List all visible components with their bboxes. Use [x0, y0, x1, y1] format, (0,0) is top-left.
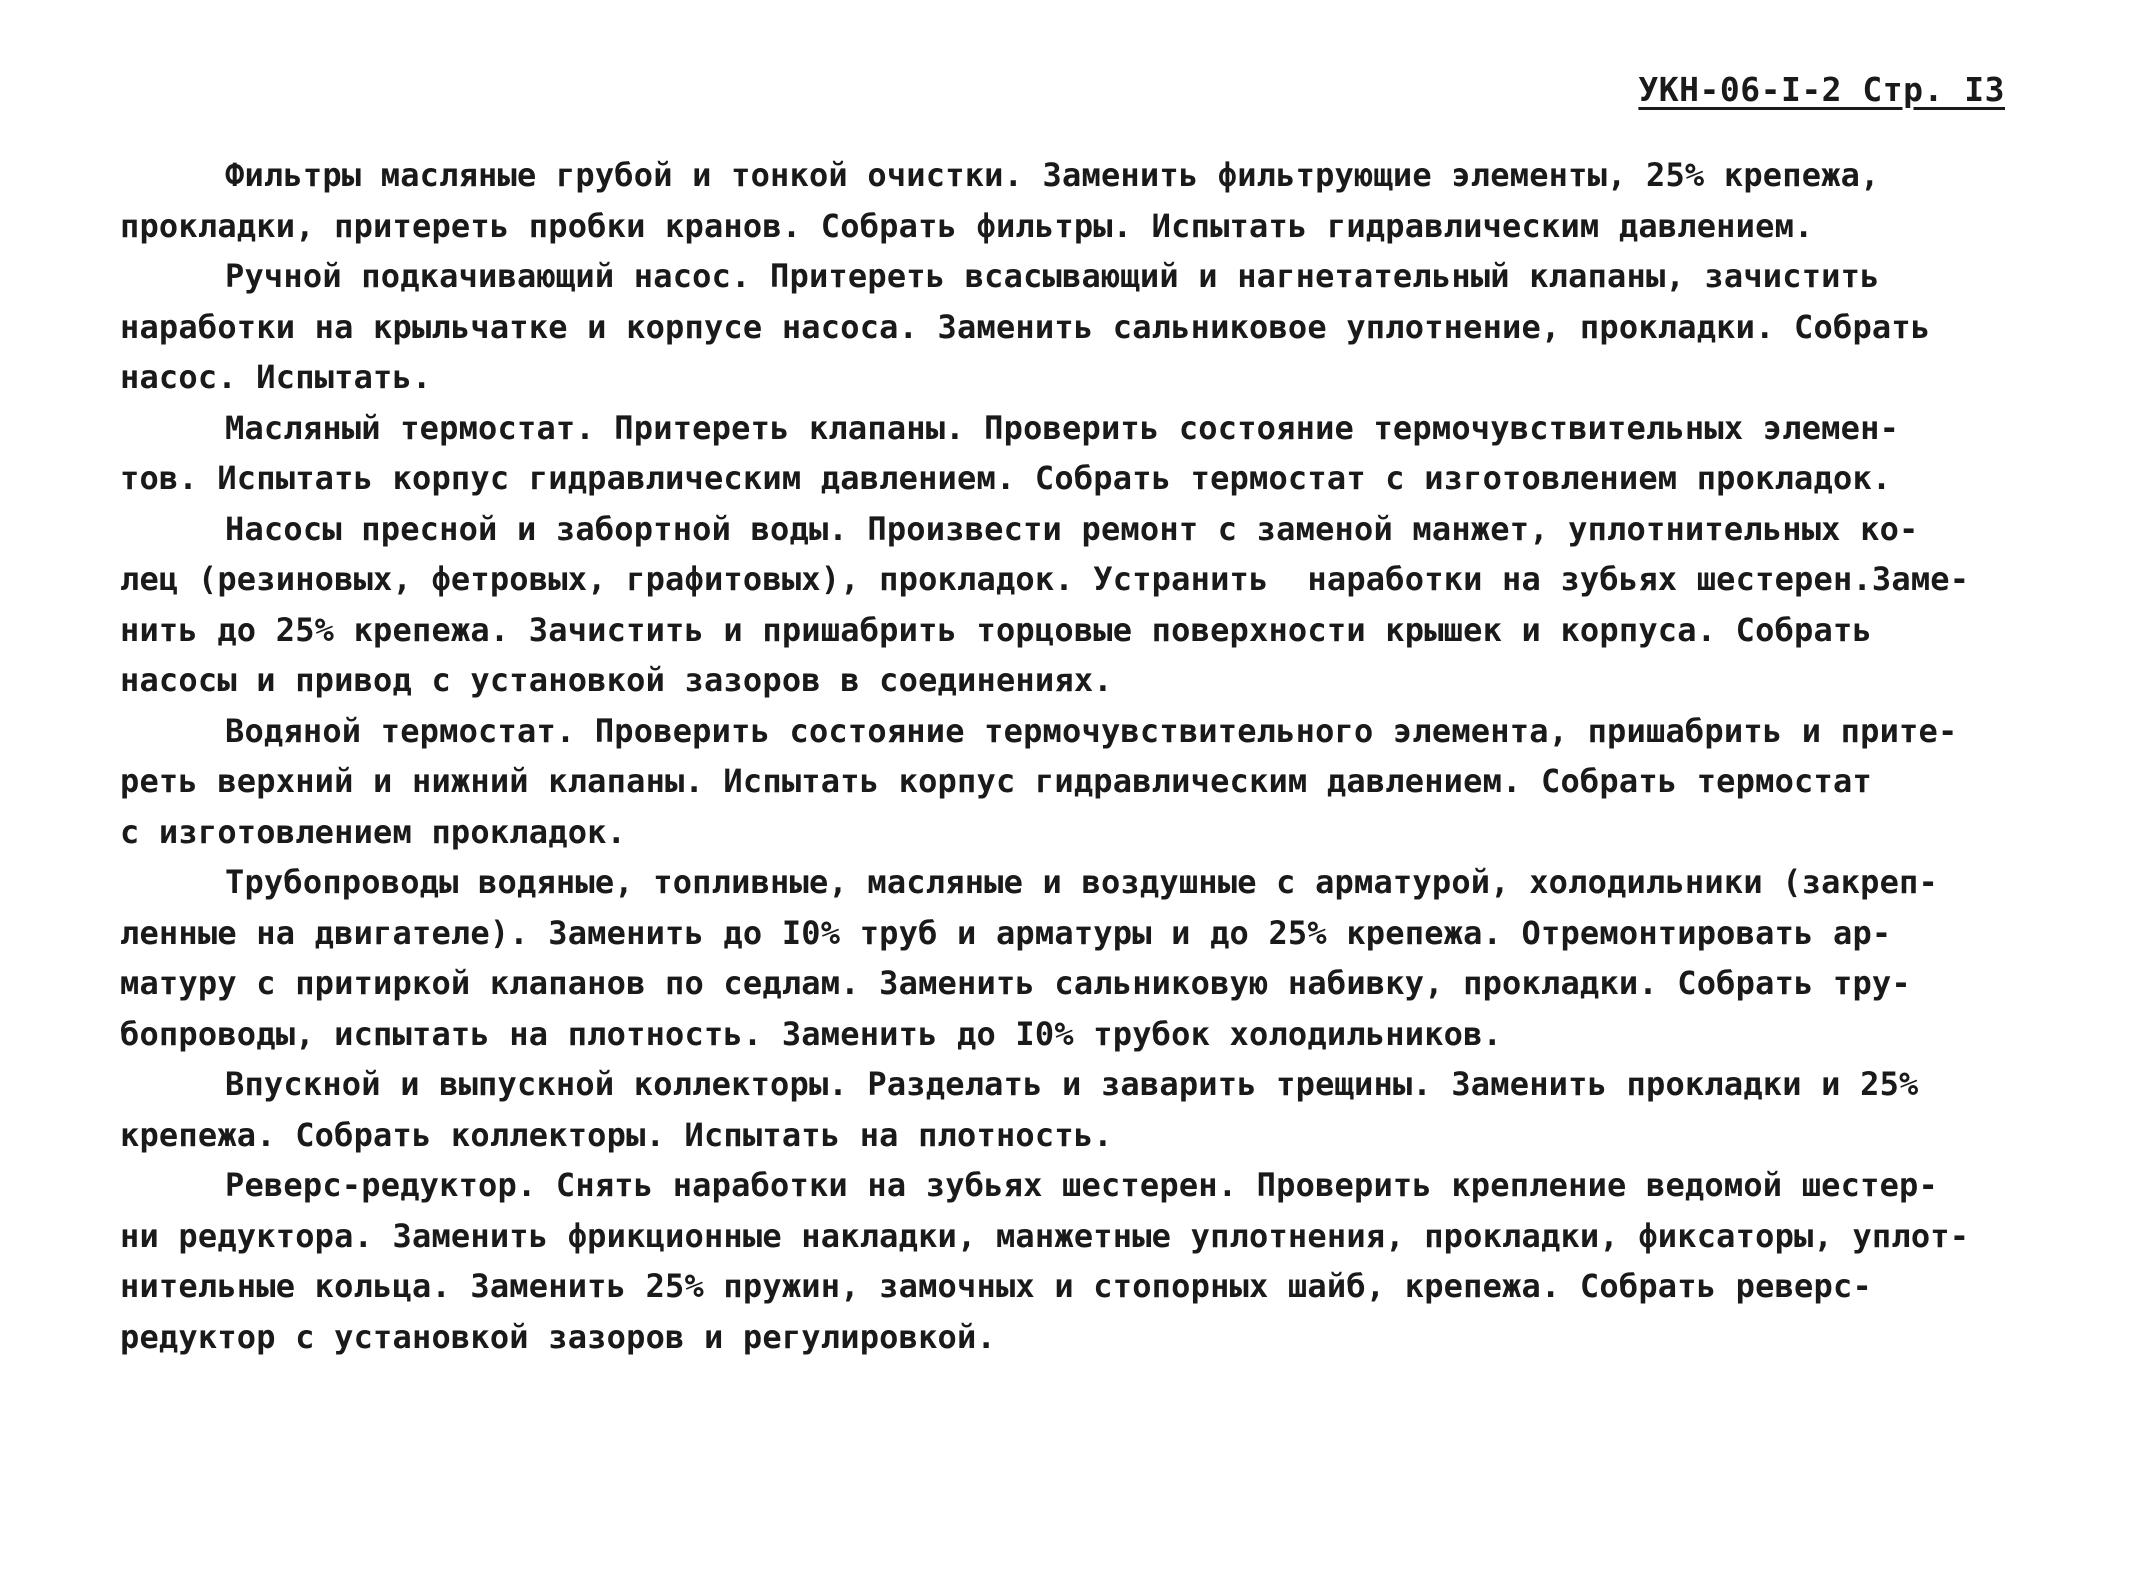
text-line: реть верхний и нижний клапаны. Испытать корпус гидравлическим давлением. Собрать термостат	[120, 762, 1872, 800]
text-line: насос. Испытать.	[120, 358, 432, 396]
text-line: нительные кольца. Заменить 25% пружин, замочных и стопорных шайб, крепежа. Собрать реверс-	[120, 1267, 1872, 1305]
text-line: ленные на двигателе). Заменить до I0% труб и арматуры и до 25% крепежа. Отремонтировать ар-	[120, 913, 1892, 952]
text-line: Трубопроводы водяные, топливные, масляные и воздушные с арматурой, холодильники (закреп-	[225, 863, 1938, 901]
text-line: редуктор с установкой зазоров и регулировкой.	[120, 1317, 996, 1356]
text-line: Водяной термостат. Проверить состояние термочувствительного элемента, пришабрить и прите-	[225, 711, 1958, 750]
text-line: тов. Испытать корпус гидравлическим давлением. Собрать термостат с изготовлением прокладок.	[120, 459, 1892, 497]
text-line: Фильтры масляные грубой и тонкой очистки. Заменить фильтрующие элементы, 25% крепежа,	[225, 156, 1880, 194]
text-line: Масляный термостат. Притереть клапаны. Проверить состояние термочувствительных элемен-	[225, 408, 1900, 447]
text-line: нить до 25% крепежа. Зачистить и пришабрить торцовые поверхности крышек и корпуса. Собрать	[120, 610, 1872, 649]
body-text	[120, 150, 2030, 1362]
text-line: наработки на крыльчатке и корпусе насоса. Заменить сальниковое уплотнение, прокладки. Собрать	[120, 307, 1931, 346]
text-line: Насосы пресной и забортной воды. Произвести ремонт с заменой манжет, уплотнительных ко-	[225, 509, 1919, 548]
text-line: насосы и привод с установкой зазоров в соединениях.	[120, 661, 1113, 699]
text-line: Впускной и выпускной коллекторы. Разделать и заварить трещины. Заменить прокладки и 25%	[225, 1065, 1919, 1103]
text-line: Ручной подкачивающий насос. Притереть всасывающий и нагнетательный клапаны, зачистить	[225, 257, 1880, 295]
text-line: Реверс-редуктор. Снять наработки на зубьях шестерен. Проверить крепление ведомой шестер-	[225, 1166, 1938, 1204]
text-line: крепежа. Собрать коллекторы. Испытать на плотность.	[120, 1115, 1113, 1154]
page-number: УКН-06-I-2 Стр. I3	[1638, 70, 2005, 109]
text-line: матуру с притиркой клапанов по седлам. Заменить сальниковую набивку, прокладки. Собрать тру-	[120, 964, 1911, 1002]
text-line: прокладки, притереть пробки кранов. Собрать фильтры. Испытать гидравлическим давлением.	[120, 206, 1814, 245]
text-line: ни редуктора. Заменить фрикционные накладки, манжетные уплотнения, прокладки, фиксаторы, уплот-	[120, 1216, 1970, 1255]
text-line: с изготовлением прокладок.	[120, 812, 627, 851]
text-line: бопроводы, испытать на плотность. Заменить до I0% трубок холодильников.	[120, 1014, 1503, 1053]
text-line: лец (резиновых, фетровых, графитовых), прокладок. Устранить наработки на зубьях шестерен.Заме-	[120, 560, 1970, 598]
